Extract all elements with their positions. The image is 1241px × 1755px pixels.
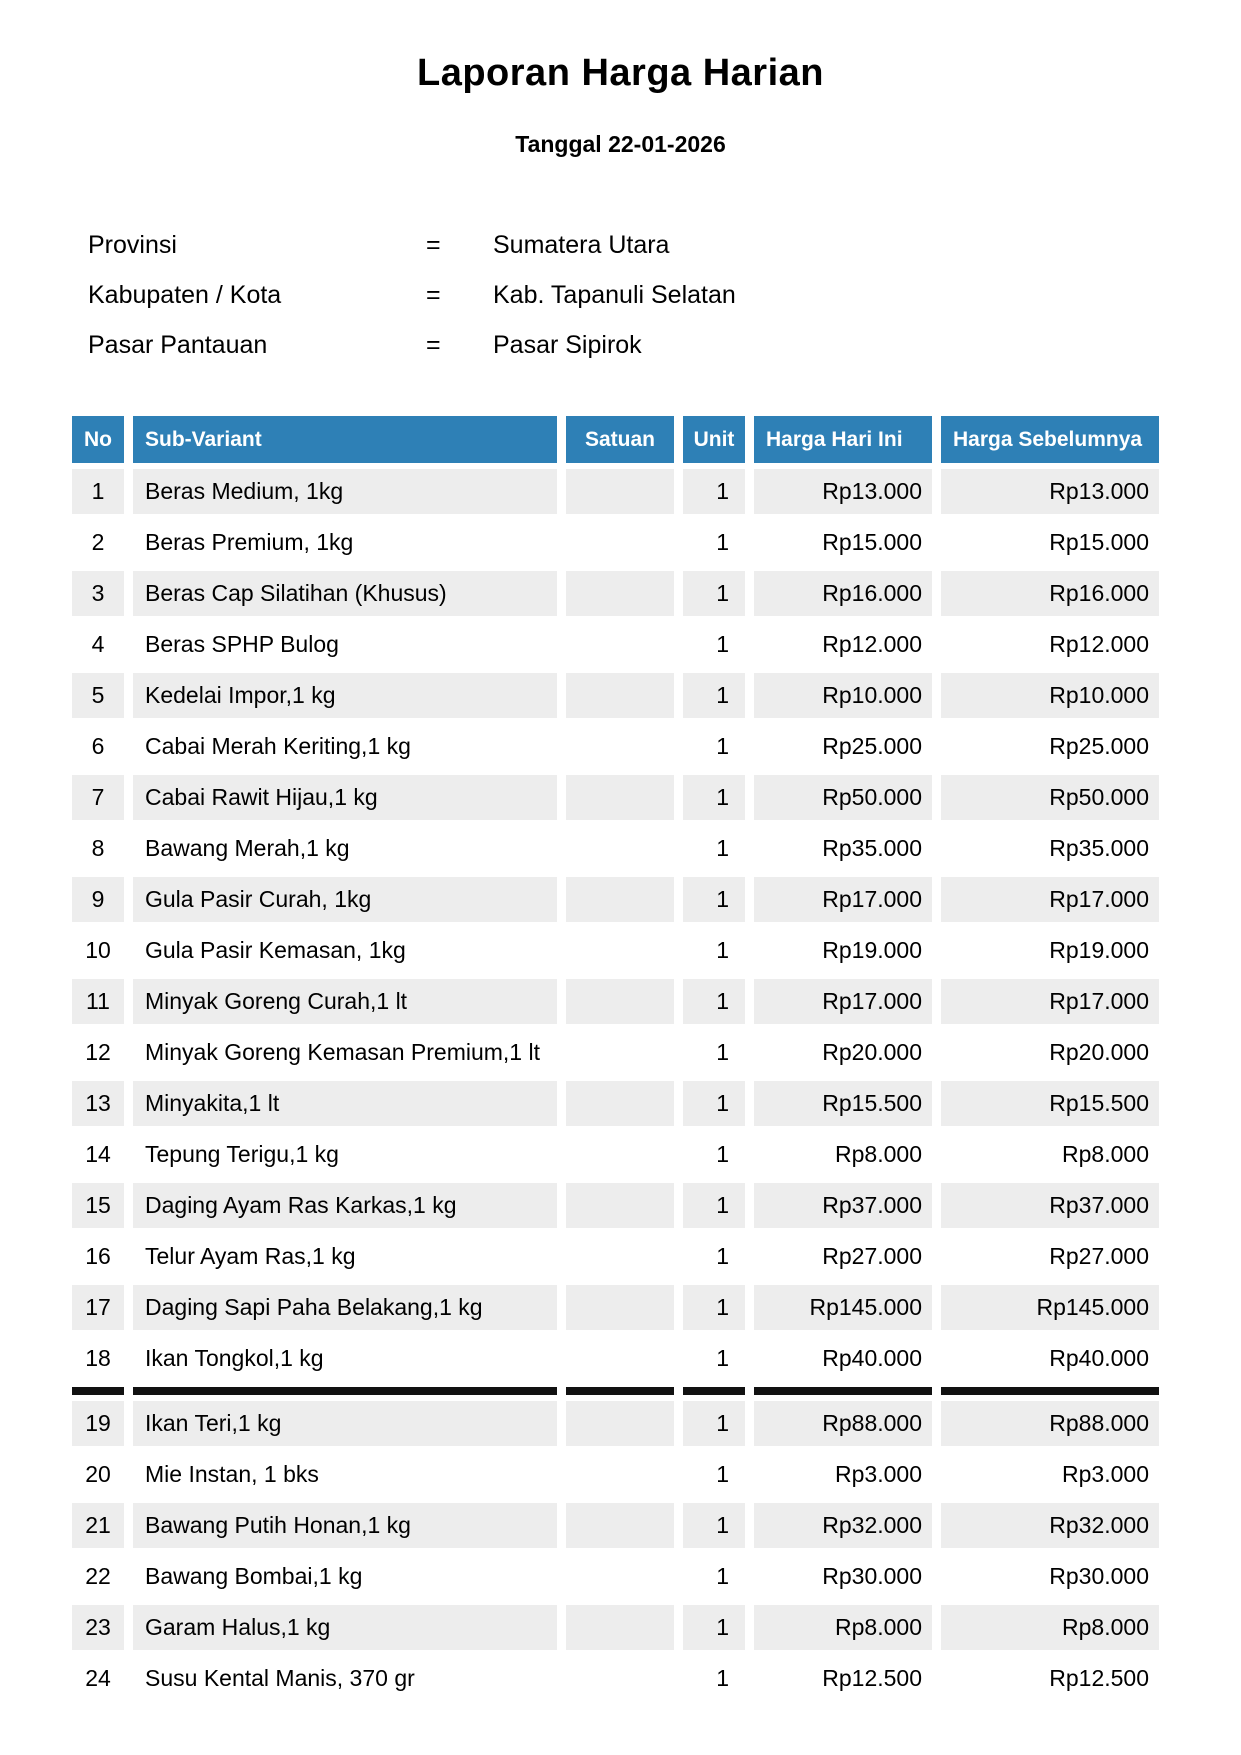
page-break-divider-segment: [754, 1387, 932, 1395]
table-row: [72, 1030, 1159, 1075]
cell-satuan: [566, 622, 674, 667]
cell-sub-variant: Cabai Merah Keriting,1 kg: [133, 724, 557, 769]
cell-unit: 1: [683, 826, 745, 871]
cell-no: 8: [72, 826, 124, 871]
info-value: Kab. Tapanuli Selatan: [493, 280, 736, 309]
cell-satuan: [566, 775, 674, 820]
cell-unit: 1: [683, 724, 745, 769]
cell-unit: 1: [683, 1030, 745, 1075]
cell-unit: 1: [683, 979, 745, 1024]
cell-satuan: [566, 1401, 674, 1446]
page-break-divider-segment: [683, 1387, 745, 1395]
cell-harga-hari-ini: Rp17.000: [754, 877, 932, 922]
cell-sub-variant: Daging Sapi Paha Belakang,1 kg: [133, 1285, 557, 1330]
cell-unit: 1: [683, 1132, 745, 1177]
cell-sub-variant: Susu Kental Manis, 370 gr: [133, 1656, 557, 1701]
cell-harga-sebelumnya: Rp12.500: [941, 1656, 1159, 1701]
cell-satuan: [566, 571, 674, 616]
cell-harga-sebelumnya: Rp32.000: [941, 1503, 1159, 1548]
table-row: [72, 775, 1159, 820]
cell-no: 18: [72, 1336, 124, 1381]
cell-harga-hari-ini: Rp12.000: [754, 622, 932, 667]
cell-no: 20: [72, 1452, 124, 1497]
report-info-block: [88, 220, 1241, 370]
cell-sub-variant: Bawang Merah,1 kg: [133, 826, 557, 871]
cell-unit: 1: [683, 1656, 745, 1701]
cell-harga-sebelumnya: Rp88.000: [941, 1401, 1159, 1446]
price-table: [63, 410, 1168, 1707]
cell-harga-sebelumnya: Rp17.000: [941, 979, 1159, 1024]
page-break-divider: [72, 1387, 1159, 1395]
cell-no: 2: [72, 520, 124, 565]
cell-harga-sebelumnya: Rp145.000: [941, 1285, 1159, 1330]
cell-sub-variant: Garam Halus,1 kg: [133, 1605, 557, 1650]
cell-sub-variant: Minyak Goreng Kemasan Premium,1 lt: [133, 1030, 557, 1075]
page-break-divider-segment: [133, 1387, 557, 1395]
cell-harga-hari-ini: Rp88.000: [754, 1401, 932, 1446]
cell-harga-hari-ini: Rp25.000: [754, 724, 932, 769]
cell-satuan: [566, 1081, 674, 1126]
cell-satuan: [566, 1183, 674, 1228]
cell-no: 6: [72, 724, 124, 769]
table-row: [72, 826, 1159, 871]
table-row: [72, 724, 1159, 769]
cell-no: 16: [72, 1234, 124, 1279]
cell-harga-sebelumnya: Rp15.500: [941, 1081, 1159, 1126]
cell-unit: 1: [683, 622, 745, 667]
cell-harga-sebelumnya: Rp27.000: [941, 1234, 1159, 1279]
cell-harga-sebelumnya: Rp10.000: [941, 673, 1159, 718]
cell-sub-variant: Cabai Rawit Hijau,1 kg: [133, 775, 557, 820]
cell-harga-sebelumnya: Rp20.000: [941, 1030, 1159, 1075]
cell-sub-variant: Ikan Tongkol,1 kg: [133, 1336, 557, 1381]
cell-sub-variant: Bawang Putih Honan,1 kg: [133, 1503, 557, 1548]
cell-sub-variant: Telur Ayam Ras,1 kg: [133, 1234, 557, 1279]
cell-harga-sebelumnya: Rp13.000: [941, 469, 1159, 514]
cell-harga-hari-ini: Rp19.000: [754, 928, 932, 973]
cell-unit: 1: [683, 1452, 745, 1497]
table-row: [72, 622, 1159, 667]
cell-harga-hari-ini: Rp12.500: [754, 1656, 932, 1701]
page-break-divider-segment: [566, 1387, 674, 1395]
cell-harga-hari-ini: Rp16.000: [754, 571, 932, 616]
cell-sub-variant: Mie Instan, 1 bks: [133, 1452, 557, 1497]
info-label: Pasar Pantauan: [88, 330, 268, 359]
cell-satuan: [566, 1656, 674, 1701]
cell-sub-variant: Beras Cap Silatihan (Khusus): [133, 571, 557, 616]
cell-no: 7: [72, 775, 124, 820]
cell-satuan: [566, 826, 674, 871]
cell-unit: 1: [683, 1401, 745, 1446]
info-row-kabupaten: [88, 270, 1241, 320]
page-break-divider-segment: [72, 1387, 124, 1395]
table-row: [72, 1336, 1159, 1381]
table-row: [72, 1656, 1159, 1701]
cell-harga-sebelumnya: Rp35.000: [941, 826, 1159, 871]
cell-satuan: [566, 979, 674, 1024]
cell-harga-sebelumnya: Rp3.000: [941, 1452, 1159, 1497]
cell-sub-variant: Daging Ayam Ras Karkas,1 kg: [133, 1183, 557, 1228]
cell-satuan: [566, 1234, 674, 1279]
cell-no: 10: [72, 928, 124, 973]
cell-satuan: [566, 1605, 674, 1650]
cell-no: 11: [72, 979, 124, 1024]
cell-unit: 1: [683, 571, 745, 616]
cell-harga-sebelumnya: Rp37.000: [941, 1183, 1159, 1228]
cell-satuan: [566, 1030, 674, 1075]
cell-satuan: [566, 1285, 674, 1330]
cell-harga-hari-ini: Rp20.000: [754, 1030, 932, 1075]
cell-no: 9: [72, 877, 124, 922]
cell-unit: 1: [683, 673, 745, 718]
cell-harga-sebelumnya: Rp30.000: [941, 1554, 1159, 1599]
cell-harga-hari-ini: Rp50.000: [754, 775, 932, 820]
cell-satuan: [566, 724, 674, 769]
cell-harga-sebelumnya: Rp8.000: [941, 1605, 1159, 1650]
cell-unit: 1: [683, 1183, 745, 1228]
column-header-satuan: Satuan: [566, 416, 674, 463]
cell-harga-hari-ini: Rp30.000: [754, 1554, 932, 1599]
cell-unit: 1: [683, 1605, 745, 1650]
cell-harga-hari-ini: Rp27.000: [754, 1234, 932, 1279]
cell-satuan: [566, 1503, 674, 1548]
cell-sub-variant: Beras Medium, 1kg: [133, 469, 557, 514]
cell-harga-hari-ini: Rp10.000: [754, 673, 932, 718]
table-row: [72, 673, 1159, 718]
cell-no: 4: [72, 622, 124, 667]
cell-harga-hari-ini: Rp145.000: [754, 1285, 932, 1330]
cell-satuan: [566, 1554, 674, 1599]
table-row: [72, 1452, 1159, 1497]
cell-harga-sebelumnya: Rp8.000: [941, 1132, 1159, 1177]
cell-unit: 1: [683, 877, 745, 922]
cell-sub-variant: Bawang Bombai,1 kg: [133, 1554, 557, 1599]
cell-no: 17: [72, 1285, 124, 1330]
table-row: [72, 979, 1159, 1024]
cell-no: 14: [72, 1132, 124, 1177]
cell-no: 19: [72, 1401, 124, 1446]
page-title: Laporan Harga Harian: [417, 52, 824, 94]
cell-unit: 1: [683, 1081, 745, 1126]
info-row-provinsi: [88, 220, 1241, 270]
report-date: Tanggal 22-01-2026: [515, 131, 726, 157]
cell-sub-variant: Gula Pasir Curah, 1kg: [133, 877, 557, 922]
cell-no: 24: [72, 1656, 124, 1701]
column-header-harga-hari-ini: Harga Hari Ini: [754, 416, 932, 463]
cell-no: 5: [72, 673, 124, 718]
cell-no: 13: [72, 1081, 124, 1126]
cell-unit: 1: [683, 1554, 745, 1599]
cell-unit: 1: [683, 1285, 745, 1330]
cell-unit: 1: [683, 1234, 745, 1279]
page-break-divider-segment: [941, 1387, 1159, 1395]
cell-sub-variant: Tepung Terigu,1 kg: [133, 1132, 557, 1177]
cell-unit: 1: [683, 1336, 745, 1381]
column-header-harga-sebelumnya: Harga Sebelumnya: [941, 416, 1159, 463]
equals-sign: =: [426, 280, 441, 309]
column-header-sub-variant: Sub-Variant: [133, 416, 557, 463]
cell-harga-hari-ini: Rp3.000: [754, 1452, 932, 1497]
cell-harga-hari-ini: Rp8.000: [754, 1132, 932, 1177]
cell-satuan: [566, 877, 674, 922]
table-header-row: [72, 416, 1159, 463]
table-row: [72, 1081, 1159, 1126]
cell-harga-hari-ini: Rp32.000: [754, 1503, 932, 1548]
cell-sub-variant: Beras SPHP Bulog: [133, 622, 557, 667]
table-row: [72, 1183, 1159, 1228]
table-row: [72, 877, 1159, 922]
cell-harga-sebelumnya: Rp50.000: [941, 775, 1159, 820]
cell-sub-variant: Kedelai Impor,1 kg: [133, 673, 557, 718]
cell-sub-variant: Minyakita,1 lt: [133, 1081, 557, 1126]
cell-harga-sebelumnya: Rp17.000: [941, 877, 1159, 922]
cell-harga-sebelumnya: Rp12.000: [941, 622, 1159, 667]
info-label: Kabupaten / Kota: [88, 280, 282, 309]
cell-unit: 1: [683, 1503, 745, 1548]
cell-satuan: [566, 1132, 674, 1177]
cell-unit: 1: [683, 520, 745, 565]
column-header-unit: Unit: [683, 416, 745, 463]
table-row: [72, 1132, 1159, 1177]
table-row: [72, 1234, 1159, 1279]
equals-sign: =: [426, 230, 441, 259]
cell-sub-variant: Ikan Teri,1 kg: [133, 1401, 557, 1446]
table-row: [72, 571, 1159, 616]
cell-satuan: [566, 1336, 674, 1381]
cell-harga-hari-ini: Rp37.000: [754, 1183, 932, 1228]
cell-harga-sebelumnya: Rp19.000: [941, 928, 1159, 973]
cell-harga-sebelumnya: Rp15.000: [941, 520, 1159, 565]
table-row: [72, 520, 1159, 565]
info-label: Provinsi: [88, 230, 177, 259]
cell-harga-hari-ini: Rp15.500: [754, 1081, 932, 1126]
cell-satuan: [566, 673, 674, 718]
table-row: [72, 928, 1159, 973]
cell-no: 23: [72, 1605, 124, 1650]
table-row: [72, 1285, 1159, 1330]
cell-harga-sebelumnya: Rp16.000: [941, 571, 1159, 616]
equals-sign: =: [426, 330, 441, 359]
info-value: Pasar Sipirok: [493, 330, 642, 359]
cell-satuan: [566, 1452, 674, 1497]
table-row: [72, 469, 1159, 514]
cell-no: 3: [72, 571, 124, 616]
cell-sub-variant: Gula Pasir Kemasan, 1kg: [133, 928, 557, 973]
cell-unit: 1: [683, 928, 745, 973]
cell-harga-hari-ini: Rp15.000: [754, 520, 932, 565]
cell-harga-hari-ini: Rp17.000: [754, 979, 932, 1024]
cell-no: 15: [72, 1183, 124, 1228]
cell-satuan: [566, 520, 674, 565]
cell-sub-variant: Beras Premium, 1kg: [133, 520, 557, 565]
table-row: [72, 1605, 1159, 1650]
cell-no: 12: [72, 1030, 124, 1075]
cell-harga-sebelumnya: Rp40.000: [941, 1336, 1159, 1381]
cell-no: 21: [72, 1503, 124, 1548]
cell-no: 22: [72, 1554, 124, 1599]
column-header-no: No: [72, 416, 124, 463]
cell-sub-variant: Minyak Goreng Curah,1 lt: [133, 979, 557, 1024]
cell-harga-hari-ini: Rp8.000: [754, 1605, 932, 1650]
cell-harga-hari-ini: Rp35.000: [754, 826, 932, 871]
cell-harga-hari-ini: Rp13.000: [754, 469, 932, 514]
table-row: [72, 1503, 1159, 1548]
cell-unit: 1: [683, 775, 745, 820]
info-value: Sumatera Utara: [493, 230, 670, 259]
cell-satuan: [566, 928, 674, 973]
info-row-pasar: [88, 320, 1241, 370]
table-row: [72, 1554, 1159, 1599]
cell-harga-sebelumnya: Rp25.000: [941, 724, 1159, 769]
table-row: [72, 1401, 1159, 1446]
cell-no: 1: [72, 469, 124, 514]
cell-satuan: [566, 469, 674, 514]
cell-unit: 1: [683, 469, 745, 514]
cell-harga-hari-ini: Rp40.000: [754, 1336, 932, 1381]
